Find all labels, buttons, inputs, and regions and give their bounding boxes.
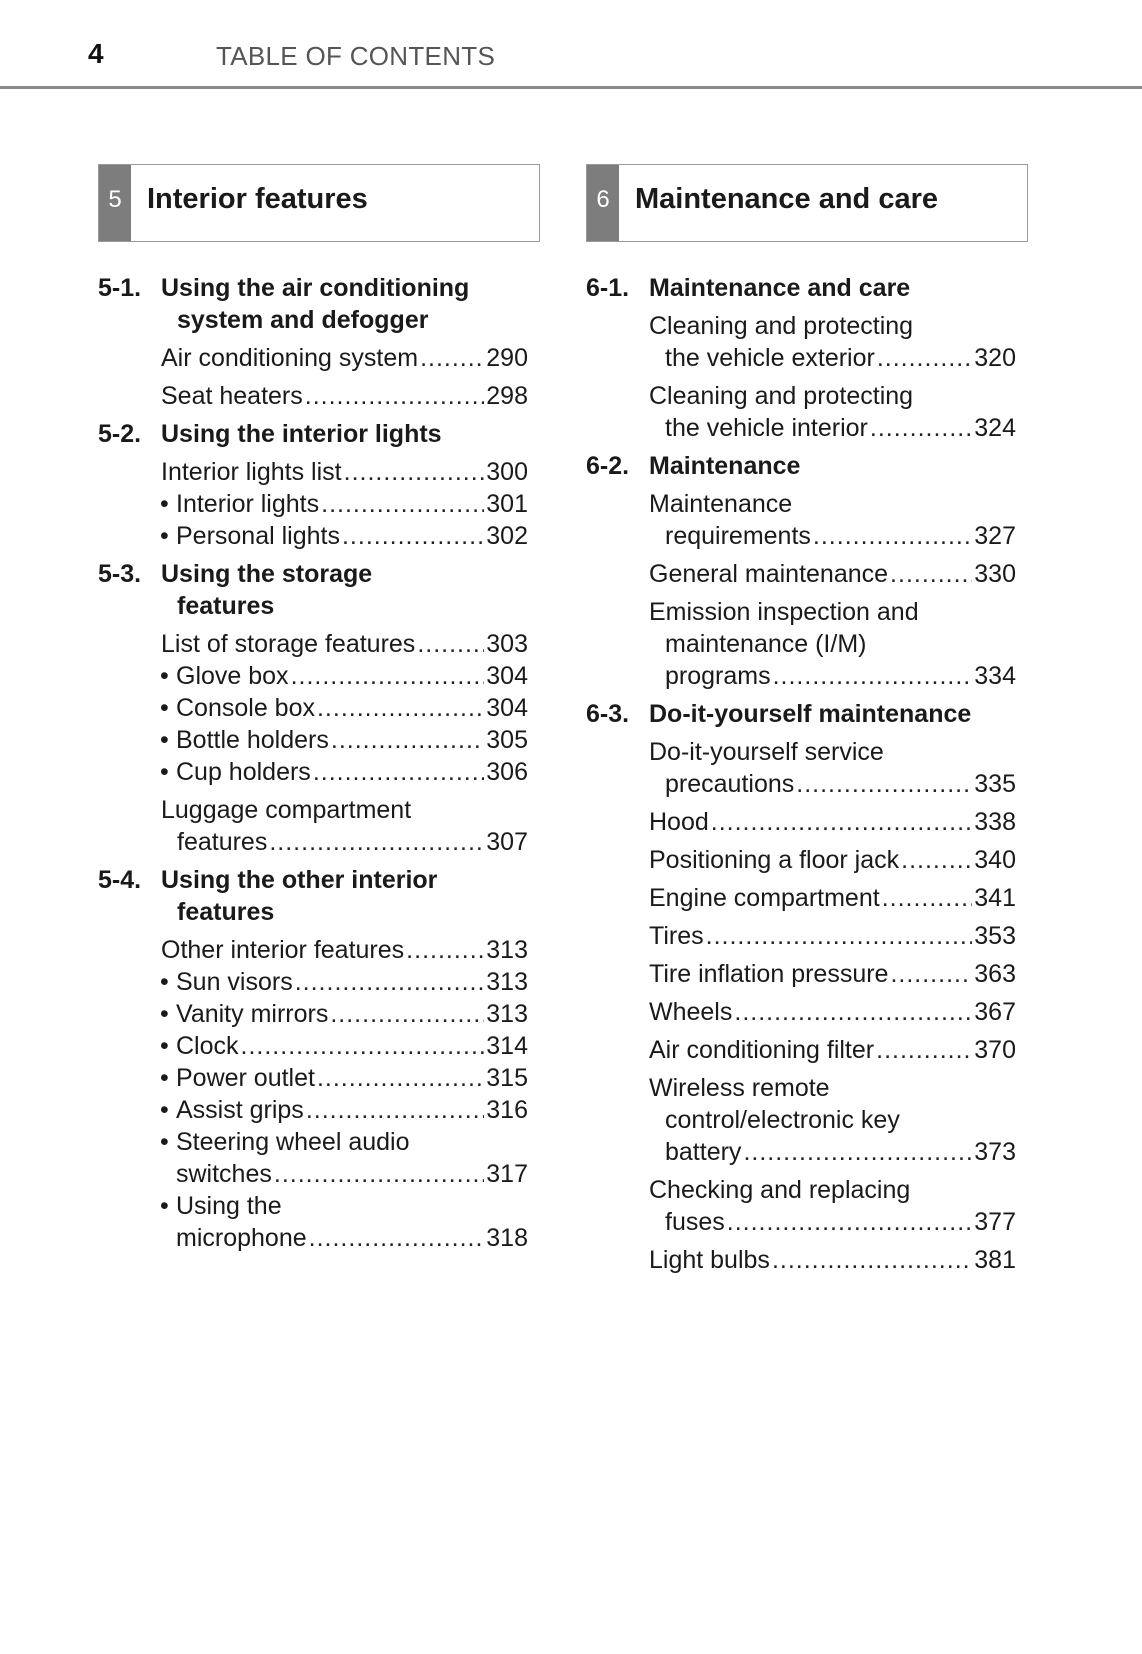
- toc-subentry[interactable]: [98, 692, 528, 724]
- entry-page: 298: [486, 382, 528, 410]
- bullet-icon: •: [160, 1064, 169, 1092]
- entry-text: Sun visors: [176, 968, 293, 996]
- section-number: 6-3.: [586, 700, 630, 728]
- entry-text-cont: microphone: [176, 1224, 307, 1252]
- entry-text: Steering wheel audio: [176, 1128, 410, 1156]
- entry-page: 307: [486, 828, 528, 856]
- dot-leader: [420, 342, 484, 374]
- toc-entry[interactable]: [586, 596, 1016, 692]
- bullet-icon: •: [160, 662, 169, 690]
- entry-text: Interior lights: [176, 490, 320, 518]
- toc-subentry[interactable]: [98, 756, 528, 788]
- toc-entry[interactable]: [586, 558, 1016, 590]
- entry-page: 381: [974, 1246, 1016, 1274]
- dot-leader: [295, 966, 485, 998]
- entry-text: Checking and replacing: [649, 1176, 911, 1204]
- toc-entry[interactable]: [586, 1174, 1016, 1238]
- toc-entry[interactable]: [586, 806, 1016, 838]
- entry-text-cont: fuses: [665, 1208, 725, 1236]
- toc-entry[interactable]: [98, 628, 528, 660]
- entry-page: 317: [486, 1160, 528, 1188]
- entry-page: 338: [974, 808, 1016, 836]
- entry-text: Engine compartment: [649, 884, 880, 912]
- toc-entry[interactable]: [586, 380, 1016, 444]
- entry-page: 313: [486, 968, 528, 996]
- bullet-icon: •: [160, 726, 169, 754]
- entry-text: Vanity mirrors: [176, 1000, 329, 1028]
- entry-page: 316: [486, 1096, 528, 1124]
- dot-leader: [773, 660, 973, 692]
- section-title-cont: system and defogger: [177, 306, 429, 334]
- entry-page: 320: [974, 344, 1016, 372]
- dot-leader: [877, 342, 972, 374]
- toc-entry[interactable]: [586, 882, 1016, 914]
- toc-entry[interactable]: [586, 844, 1016, 876]
- entry-page: 340: [974, 846, 1016, 874]
- dot-leader: [734, 996, 972, 1028]
- entry-text: Wheels: [649, 998, 733, 1026]
- entry-text: Maintenance: [649, 490, 793, 518]
- dot-leader: [291, 660, 485, 692]
- header-rule: [0, 86, 1142, 89]
- chapter-header: [98, 164, 540, 242]
- entry-page: 314: [486, 1032, 528, 1060]
- entry-text-cont: precautions: [665, 770, 795, 798]
- dot-leader: [727, 1206, 973, 1238]
- dot-leader: [305, 380, 485, 412]
- entry-text: Cup holders: [176, 758, 311, 786]
- entry-page: 353: [974, 922, 1016, 950]
- entry-text-cont: control/electronic key: [665, 1106, 900, 1134]
- toc-entry[interactable]: [586, 1072, 1016, 1168]
- entry-page: 327: [974, 522, 1016, 550]
- entry-text: Emission inspection and: [649, 598, 919, 626]
- chapter-5-column: [98, 164, 540, 1254]
- dot-leader: [901, 844, 972, 876]
- dot-leader: [306, 1094, 484, 1126]
- section-title: Using the interior lights: [161, 420, 442, 448]
- section-number: 5-1.: [98, 274, 142, 302]
- toc-subentry[interactable]: [98, 998, 528, 1030]
- chapter-title: Interior features: [147, 183, 368, 215]
- toc-subentry[interactable]: [98, 1030, 528, 1062]
- dot-leader: [711, 806, 973, 838]
- entry-page: 300: [486, 458, 528, 486]
- chapter-6-column: [586, 164, 1028, 1276]
- toc-entry[interactable]: [98, 380, 528, 412]
- section-heading[interactable]: [586, 272, 1016, 304]
- entry-text: Bottle holders: [176, 726, 329, 754]
- bullet-icon: •: [160, 1192, 169, 1220]
- bullet-icon: •: [160, 1128, 169, 1156]
- section-title-cont: features: [177, 592, 275, 620]
- entry-text: Clock: [176, 1032, 239, 1060]
- chapter-header: [586, 164, 1028, 242]
- entry-page: 313: [486, 1000, 528, 1028]
- toc-list: [98, 272, 528, 1254]
- toc-subentry[interactable]: [98, 520, 528, 552]
- entry-page: 305: [486, 726, 528, 754]
- toc-entry[interactable]: [586, 958, 1016, 990]
- toc-subentry[interactable]: [98, 1126, 528, 1190]
- entry-page: 324: [974, 414, 1016, 442]
- entry-page: 335: [974, 770, 1016, 798]
- entry-text-cont: features: [177, 828, 268, 856]
- dot-leader: [269, 826, 484, 858]
- section-number: 5-3.: [98, 560, 142, 588]
- section-title-cont: features: [177, 898, 275, 926]
- entry-text: Hood: [649, 808, 709, 836]
- entry-text: Tire inflation pressure: [649, 960, 889, 988]
- entry-page: 303: [486, 630, 528, 658]
- dot-leader: [344, 456, 485, 488]
- section-heading[interactable]: [98, 558, 528, 622]
- toc-subentry[interactable]: [98, 488, 528, 520]
- entry-text: Light bulbs: [649, 1246, 770, 1274]
- entry-text-cont: programs: [665, 662, 771, 690]
- toc-subentry[interactable]: [98, 660, 528, 692]
- entry-text-cont: switches: [176, 1160, 272, 1188]
- section-heading[interactable]: [586, 450, 1016, 482]
- entry-text-cont: battery: [665, 1138, 742, 1166]
- entry-page: 304: [486, 662, 528, 690]
- entry-text: General maintenance: [649, 560, 889, 588]
- entry-text: Wireless remote: [649, 1074, 830, 1102]
- entry-text: List of storage features: [161, 630, 416, 658]
- chapter-number-tab: 6: [587, 165, 619, 241]
- bullet-icon: •: [160, 1000, 169, 1028]
- entry-page: 370: [974, 1036, 1016, 1064]
- dot-leader: [870, 412, 972, 444]
- section-title: Using the other interior: [161, 866, 438, 894]
- entry-page: 318: [486, 1224, 528, 1252]
- toc-entry[interactable]: [98, 456, 528, 488]
- entry-page: 341: [974, 884, 1016, 912]
- toc-subentry[interactable]: [98, 966, 528, 998]
- entry-page: 363: [974, 960, 1016, 988]
- section-number: 6-1.: [586, 274, 630, 302]
- dot-leader: [317, 692, 484, 724]
- entry-page: 304: [486, 694, 528, 722]
- chapter-title: Maintenance and care: [635, 183, 938, 215]
- entry-text: Personal lights: [176, 522, 340, 550]
- entry-text: Do-it-yourself service: [649, 738, 884, 766]
- entry-page: 334: [974, 662, 1016, 690]
- toc-entry[interactable]: [586, 488, 1016, 552]
- entry-text: Seat heaters: [161, 382, 303, 410]
- bullet-icon: •: [160, 968, 169, 996]
- section-heading[interactable]: [98, 864, 528, 928]
- toc-list: [586, 272, 1016, 1276]
- dot-leader: [406, 934, 484, 966]
- entry-text: Cleaning and protecting: [649, 382, 914, 410]
- entry-page: 367: [974, 998, 1016, 1026]
- entry-page: 315: [486, 1064, 528, 1092]
- dot-leader: [890, 958, 972, 990]
- entry-text: Other interior features: [161, 936, 405, 964]
- entry-text-cont: maintenance (I/M): [665, 630, 867, 658]
- dot-leader: [274, 1158, 484, 1190]
- entry-text: Positioning a floor jack: [649, 846, 900, 874]
- dot-leader: [417, 628, 484, 660]
- dot-leader: [706, 920, 973, 952]
- page-number: 4: [88, 38, 104, 69]
- entry-page: 290: [486, 344, 528, 372]
- dot-leader: [813, 520, 972, 552]
- entry-text-cont: the vehicle exterior: [665, 344, 875, 372]
- entry-page: 373: [974, 1138, 1016, 1166]
- dot-leader: [796, 768, 972, 800]
- entry-text: Cleaning and protecting: [649, 312, 914, 340]
- bullet-icon: •: [160, 1096, 169, 1124]
- dot-leader: [772, 1244, 972, 1276]
- toc-entry[interactable]: [98, 794, 528, 858]
- dot-leader: [743, 1136, 972, 1168]
- dot-leader: [321, 488, 484, 520]
- bullet-icon: •: [160, 758, 169, 786]
- chapter-number-tab: 5: [99, 165, 131, 241]
- entry-page: 313: [486, 936, 528, 964]
- toc-entry[interactable]: [586, 1034, 1016, 1066]
- section-title: Using the air conditioning: [161, 274, 470, 302]
- dot-leader: [890, 558, 972, 590]
- section-heading[interactable]: [586, 698, 1016, 730]
- entry-page: 302: [486, 522, 528, 550]
- section-number: 5-4.: [98, 866, 142, 894]
- bullet-icon: •: [160, 1032, 169, 1060]
- entry-page: 330: [974, 560, 1016, 588]
- entry-text-cont: the vehicle interior: [665, 414, 868, 442]
- entry-text: Assist grips: [176, 1096, 304, 1124]
- dot-leader: [309, 1222, 485, 1254]
- entry-page: 377: [974, 1208, 1016, 1236]
- toc-entry[interactable]: [586, 996, 1016, 1028]
- entry-text: Air conditioning filter: [649, 1036, 875, 1064]
- dot-leader: [241, 1030, 485, 1062]
- toc-entry[interactable]: [586, 920, 1016, 952]
- entry-text: Air conditioning system: [161, 344, 419, 372]
- section-title: Maintenance: [649, 452, 801, 480]
- entry-text: Console box: [176, 694, 315, 722]
- dot-leader: [317, 1062, 484, 1094]
- dot-leader: [313, 756, 484, 788]
- toc-subentry[interactable]: [98, 1190, 528, 1254]
- toc-subentry[interactable]: [98, 1094, 528, 1126]
- section-number: 6-2.: [586, 452, 630, 480]
- entry-page: 306: [486, 758, 528, 786]
- section-title: Do-it-yourself maintenance: [649, 700, 972, 728]
- section-number: 5-2.: [98, 420, 142, 448]
- dot-leader: [876, 1034, 972, 1066]
- toc-subentry[interactable]: [98, 724, 528, 756]
- toc-entry[interactable]: [586, 310, 1016, 374]
- bullet-icon: •: [160, 694, 169, 722]
- entry-text-cont: requirements: [665, 522, 811, 550]
- entry-text: Using the: [176, 1192, 282, 1220]
- entry-text: Power outlet: [176, 1064, 315, 1092]
- entry-page: 301: [486, 490, 528, 518]
- bullet-icon: •: [160, 522, 169, 550]
- entry-text: Tires: [649, 922, 704, 950]
- entry-text: Interior lights list: [161, 458, 342, 486]
- section-heading[interactable]: [98, 272, 528, 336]
- dot-leader: [331, 724, 484, 756]
- section-heading[interactable]: [98, 418, 528, 450]
- toc-entry[interactable]: [586, 736, 1016, 800]
- dot-leader: [342, 520, 484, 552]
- section-title: Using the storage: [161, 560, 373, 588]
- running-title: TABLE OF CONTENTS: [216, 41, 496, 71]
- entry-text: Glove box: [176, 662, 289, 690]
- section-title: Maintenance and care: [649, 274, 911, 302]
- toc-entry[interactable]: [98, 934, 528, 966]
- toc-entry[interactable]: [98, 342, 528, 374]
- entry-text: Luggage compartment: [161, 796, 412, 824]
- dot-leader: [330, 998, 484, 1030]
- toc-entry[interactable]: [586, 1244, 1016, 1276]
- bullet-icon: •: [160, 490, 169, 518]
- dot-leader: [882, 882, 973, 914]
- toc-subentry[interactable]: [98, 1062, 528, 1094]
